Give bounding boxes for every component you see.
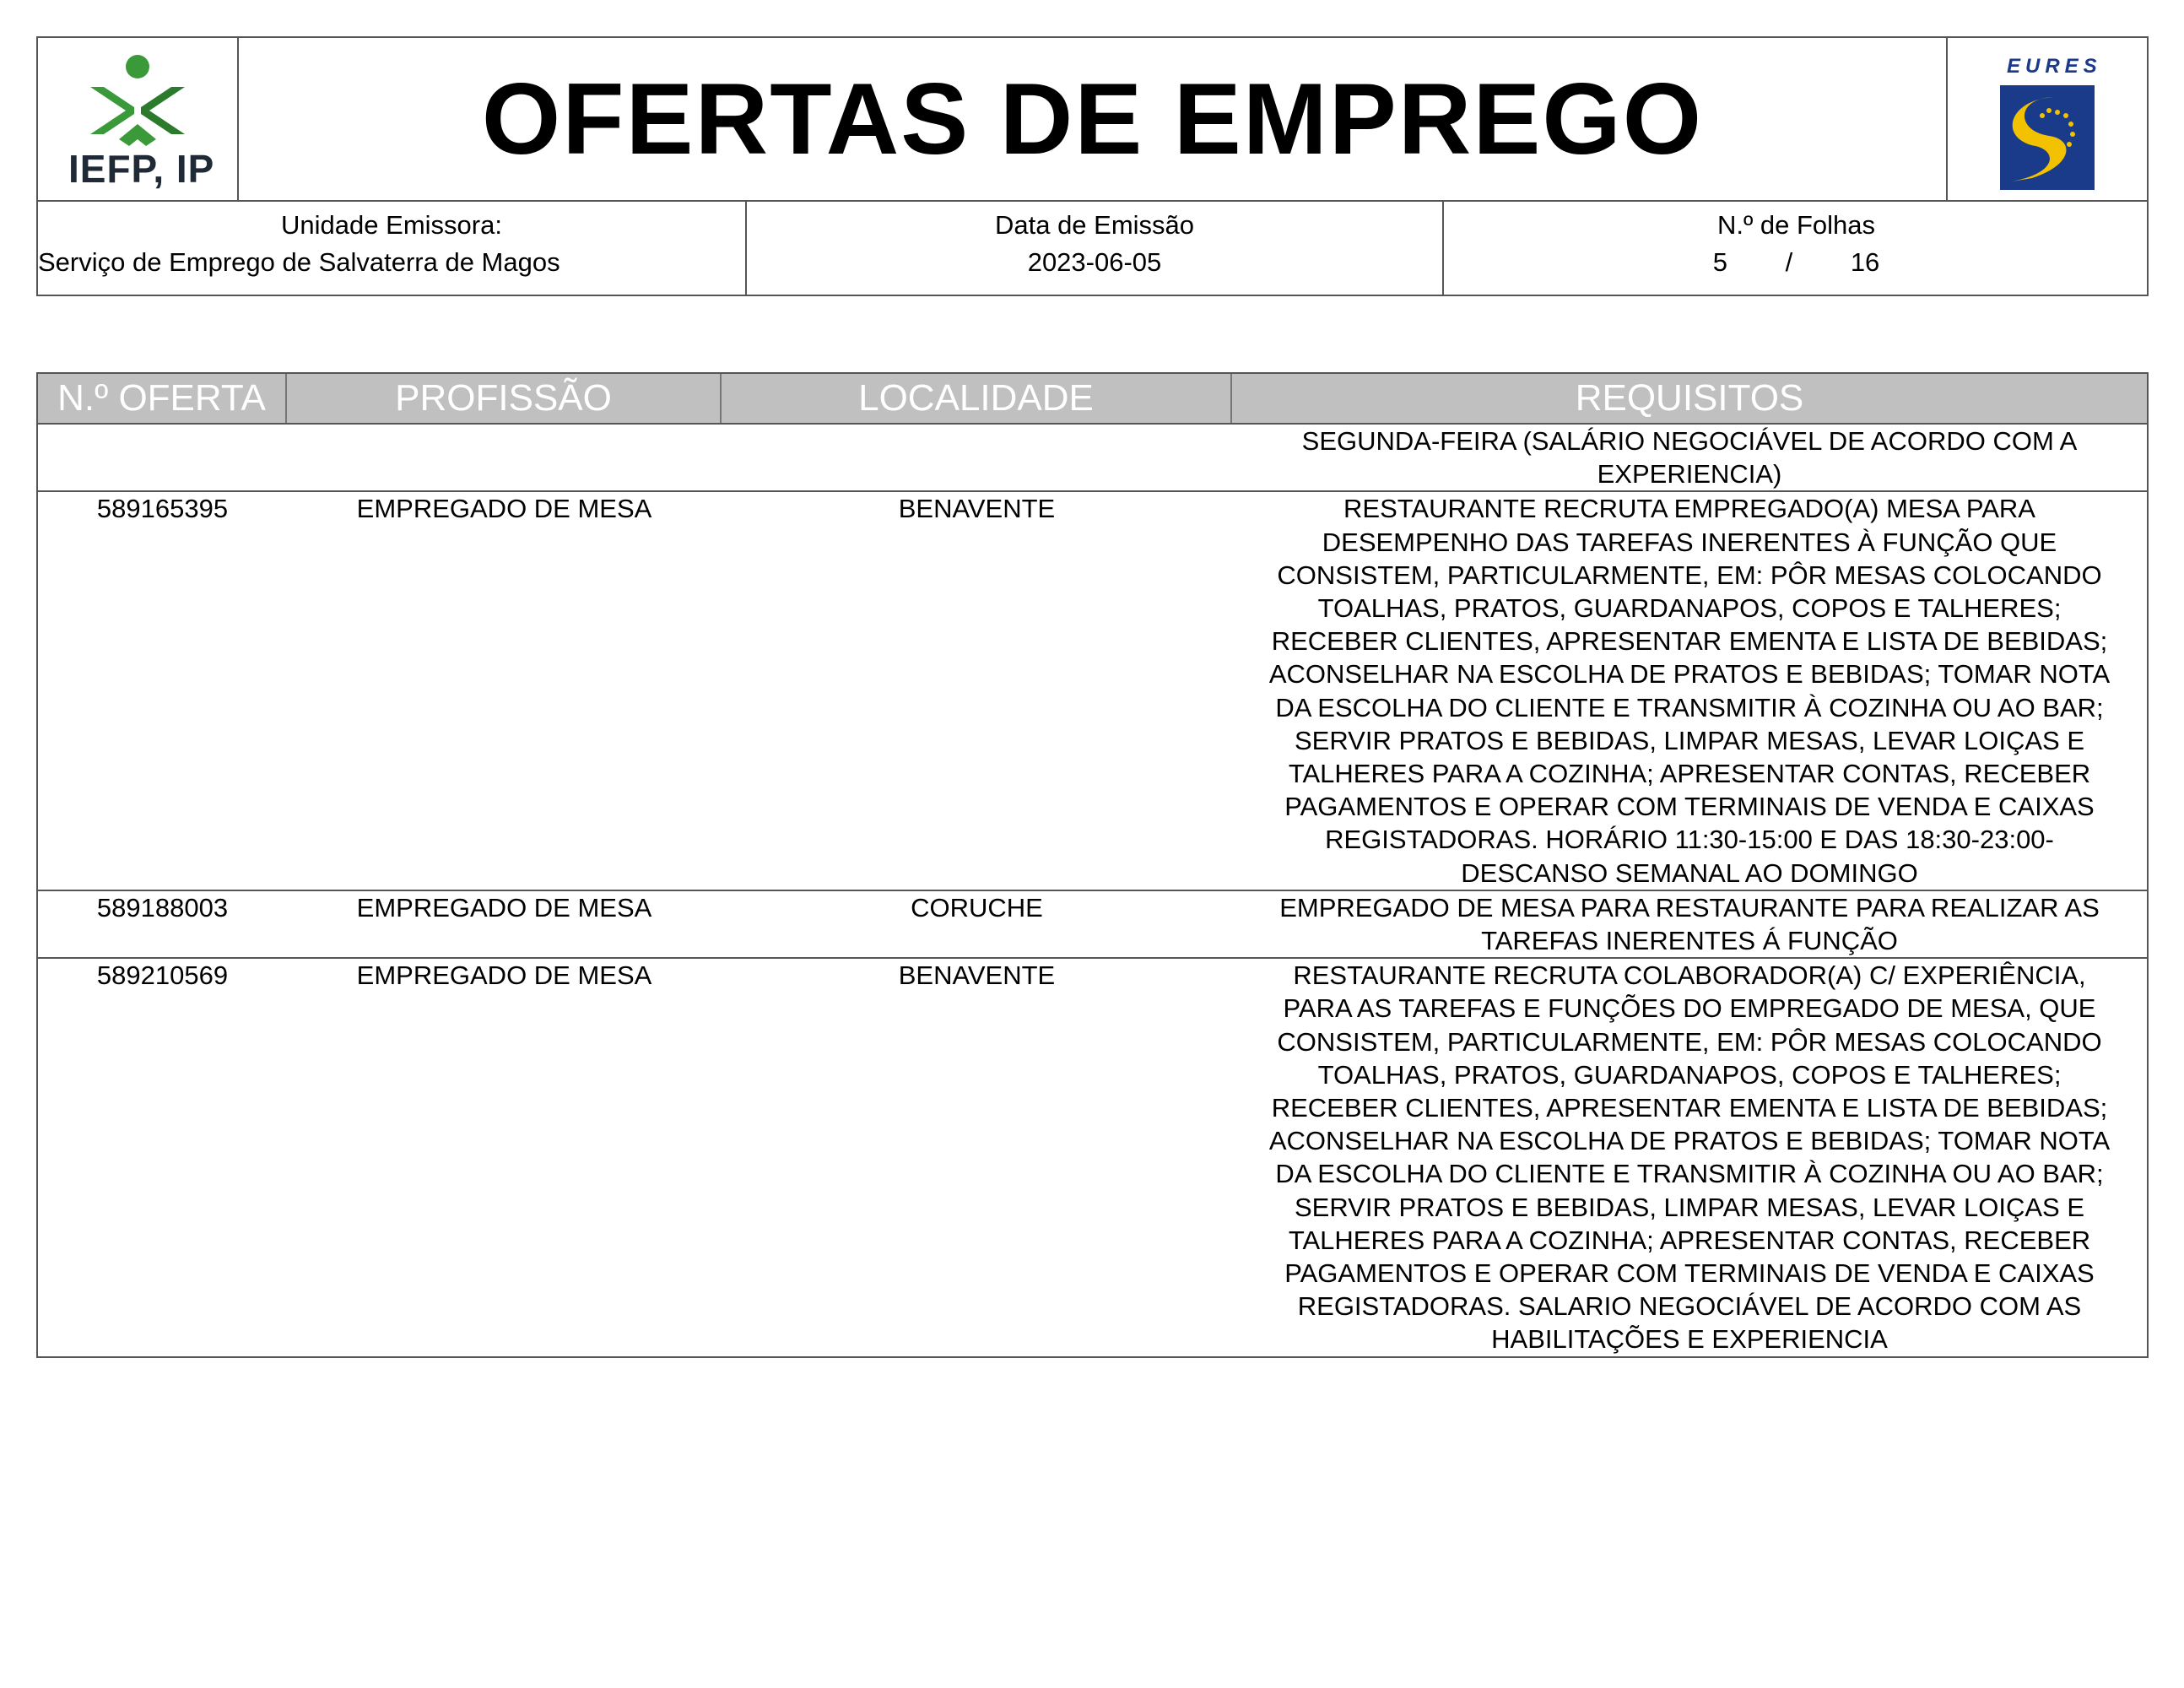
- requisitos-line: SERVIR PRATOS E BEBIDAS, LIMPAR MESAS, LEVAR LOIÇAS E: [1294, 725, 2085, 755]
- oferta-cell: [38, 425, 287, 490]
- unidade-emissora-value: Serviço de Emprego de Salvaterra de Magos: [38, 247, 560, 277]
- requisitos-line: EXPERIENCIA): [1597, 459, 1782, 490]
- table-row: [38, 492, 2147, 890]
- folhas-separator: /: [1785, 247, 1793, 277]
- requisitos-line: ACONSELHAR NA ESCOLHA DE PRATOS E BEBIDAS; TOMAR NOTA: [1268, 659, 2111, 690]
- column-header-requisitos: REQUISITOS: [1575, 377, 1804, 419]
- profissao-cell: [287, 425, 722, 490]
- folhas-total: 16: [1850, 247, 1880, 277]
- requisitos-line: PARA AS TAREFAS E FUNÇÕES DO EMPREGADO DE MESA, QUE: [1283, 993, 2096, 1024]
- column-header-oferta: N.º OFERTA: [38, 374, 287, 423]
- unidade-emissora-cell: [38, 200, 747, 296]
- requisitos-line: DA ESCOLHA DO CLIENTE E TRANSMITIR À COZINHA OU AO BAR;: [1275, 1159, 2104, 1189]
- requisitos-cell: [1232, 492, 2147, 889]
- table-row: [38, 891, 2147, 959]
- iefp-logo-text: IEFP, IP: [68, 147, 215, 191]
- header-top: [38, 38, 2147, 202]
- eures-symbol-icon: [1948, 80, 2147, 207]
- eures-logo: [1946, 38, 2147, 200]
- requisitos-line: REGISTADORAS. HORÁRIO 11:30-15:00 E DAS 18:30-23:00-: [1325, 825, 2054, 855]
- data-emissao-label: Data de Emissão: [994, 210, 1195, 240]
- numero-folhas-cell: [1444, 200, 2149, 296]
- data-emissao-cell: [747, 200, 1444, 296]
- table-body: [38, 425, 2147, 1358]
- requisitos-cell: [1232, 891, 2147, 957]
- oferta-cell: 589188003: [96, 892, 229, 922]
- table-row: [38, 425, 2147, 492]
- requisitos-line: RESTAURANTE RECRUTA EMPREGADO(A) MESA PARA: [1343, 494, 2035, 524]
- header-info-row: [38, 200, 2147, 296]
- iefp-symbol-icon: [38, 43, 237, 153]
- table-header: [38, 372, 2147, 425]
- requisitos-line: DA ESCOLHA DO CLIENTE E TRANSMITIR À COZINHA OU AO BAR;: [1275, 692, 2104, 722]
- data-emissao-value: 2023-06-05: [1027, 247, 1162, 277]
- requisitos-line: RECEBER CLIENTES, APRESENTAR EMENTA E LISTA DE BEBIDAS;: [1271, 1093, 2108, 1123]
- requisitos-line: TOALHAS, PRATOS, GUARDANAPOS, COPOS E TALHERES;: [1317, 1059, 2062, 1090]
- localidade-cell: BENAVENTE: [898, 494, 1056, 524]
- requisitos-line: TALHERES PARA A COZINHA; APRESENTAR CONTAS, RECEBER: [1288, 759, 2091, 789]
- localidade-cell: CORUCHE: [911, 892, 1043, 922]
- requisitos-line: ACONSELHAR NA ESCOLHA DE PRATOS E BEBIDAS; TOMAR NOTA: [1268, 1126, 2111, 1156]
- numero-folhas-label: N.º de Folhas: [1716, 210, 1876, 240]
- requisitos-line: TOALHAS, PRATOS, GUARDANAPOS, COPOS E TALHERES;: [1317, 593, 2062, 624]
- column-header-profissao: PROFISSÃO: [287, 374, 722, 423]
- requisitos-line: HABILITAÇÕES E EXPERIENCIA: [1491, 1324, 1888, 1355]
- requisitos-line: TAREFAS INERENTES Á FUNÇÃO: [1481, 926, 1898, 956]
- localidade-cell: BENAVENTE: [898, 960, 1056, 991]
- requisitos-line: PAGAMENTOS E OPERAR COM TERMINAIS DE VENDA E CAIXAS: [1284, 1258, 2095, 1289]
- requisitos-line: DESEMPENHO DAS TAREFAS INERENTES À FUNÇÃO QUE: [1322, 527, 2057, 557]
- table-row: [38, 959, 2147, 1357]
- unidade-emissora-label: Unidade Emissora:: [281, 210, 502, 240]
- profissao-cell: EMPREGADO DE MESA: [356, 494, 652, 524]
- requisitos-line: REGISTADORAS. SALARIO NEGOCIÁVEL DE ACORDO COM AS: [1297, 1291, 2082, 1322]
- localidade-cell: [722, 425, 1232, 490]
- document-header: [36, 36, 2149, 296]
- requisitos-cell: [1232, 425, 2147, 490]
- folhas-current: 5: [1712, 247, 1727, 277]
- ofertas-table: [36, 372, 2149, 1358]
- profissao-cell: EMPREGADO DE MESA: [356, 892, 652, 922]
- requisitos-line: TALHERES PARA A COZINHA; APRESENTAR CONTAS, RECEBER: [1288, 1225, 2091, 1255]
- requisitos-line: EMPREGADO DE MESA PARA RESTAURANTE PARA REALIZAR AS: [1279, 892, 2100, 922]
- requisitos-line: DESCANSO SEMANAL AO DOMINGO: [1461, 858, 1918, 888]
- requisitos-cell: [1232, 959, 2147, 1355]
- requisitos-line: SERVIR PRATOS E BEBIDAS, LIMPAR MESAS, LEVAR LOIÇAS E: [1294, 1192, 2085, 1222]
- requisitos-line: PAGAMENTOS E OPERAR COM TERMINAIS DE VENDA E CAIXAS: [1284, 792, 2095, 822]
- requisitos-line: SEGUNDA-FEIRA (SALÁRIO NEGOCIÁVEL DE ACORDO COM A: [1301, 426, 2078, 456]
- requisitos-line: CONSISTEM, PARTICULARMENTE, EM: PÔR MESAS COLOCANDO: [1277, 560, 2102, 590]
- profissao-cell: EMPREGADO DE MESA: [356, 960, 652, 991]
- oferta-cell: 589210569: [96, 960, 229, 991]
- requisitos-line: RECEBER CLIENTES, APRESENTAR EMENTA E LISTA DE BEBIDAS;: [1271, 626, 2108, 657]
- iefp-logo: [38, 38, 239, 200]
- requisitos-line: CONSISTEM, PARTICULARMENTE, EM: PÔR MESAS COLOCANDO: [1277, 1026, 2102, 1057]
- eures-logo-text: EURES: [2007, 55, 2102, 78]
- oferta-cell: 589165395: [96, 494, 229, 524]
- column-header-localidade: LOCALIDADE: [722, 374, 1232, 423]
- requisitos-line: RESTAURANTE RECRUTA COLABORADOR(A) C/ EXPERIÊNCIA,: [1293, 960, 2086, 991]
- page-title: OFERTAS DE EMPREGO: [481, 62, 1704, 176]
- numero-folhas-value: [1713, 244, 1880, 281]
